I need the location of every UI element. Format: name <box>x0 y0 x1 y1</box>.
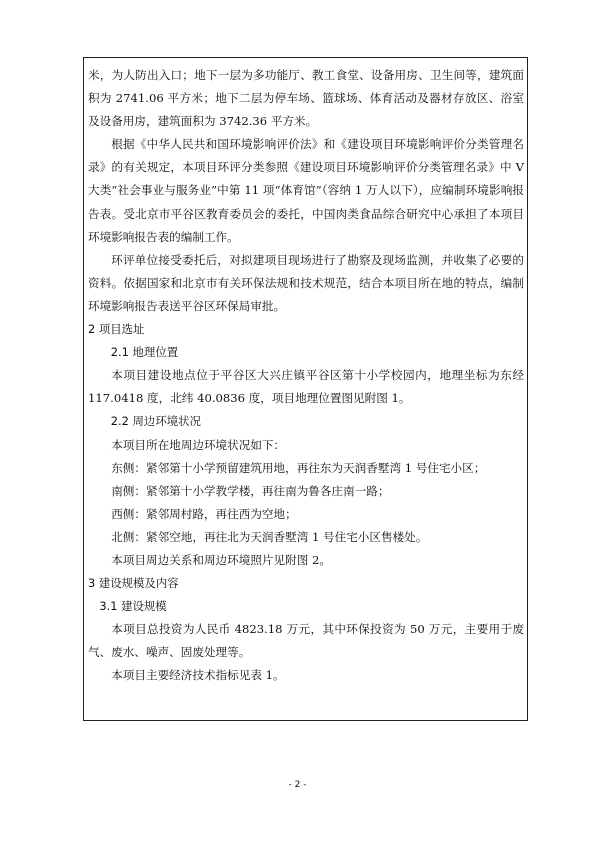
page-content <box>88 64 524 688</box>
heading-location: 2.1 地理位置 <box>110 345 179 360</box>
paragraph-investment: 本项目总投资为人民币 4823.18 万元，其中环保投资为 50 万元，主要用于废气、废水、噪声、固废处理等。 <box>88 622 524 660</box>
paragraph-indicators: 本项目主要经济技术指标见表 1。 <box>111 668 285 683</box>
heading-scale-content: 3 建设规模及内容 <box>88 576 179 591</box>
heading-site-selection: 2 项目选址 <box>88 322 145 337</box>
paragraph-west: 西侧：紧邻周村路，再往西为空地； <box>111 506 297 521</box>
heading-scale: 3.1 建设规模 <box>99 599 167 614</box>
paragraph-east: 东侧：紧邻第十小学预留建筑用地，再往东为天润香墅湾 1 号住宅小区； <box>111 460 486 475</box>
page-number: - 2 - <box>288 780 307 790</box>
paragraph-classification: 根据《中华人民共和国环境影响评价法》和《建设项目环境影响评价分类管理名录》的有关规定，本项目环评分类参照《建设项目环境影响评价分类管理名录》中 Ⅴ 大类“社会事业与服务业”中第 11 项“体育馆”（容纳 1 万人以下），应编制环境影响报告表。受北京市平谷区教育委员会的委托，中国肉类食品综合研究中心承担了本项目环境影响报告表的编制工作。 <box>88 137 524 244</box>
paragraph-surroundings-intro: 本项目所在地周边环境状况如下： <box>111 437 286 452</box>
heading-surroundings: 2.2 周边环境状况 <box>110 414 201 429</box>
paragraph-photos: 本项目周边关系和周边环境照片见附图 2。 <box>111 552 331 567</box>
paragraph-survey: 环评单位接受委托后，对拟建项目现场进行了勘察及现场监测，并收集了必要的资料。依据国家和北京市有关环保法规和技术规范，结合本项目所在地的特点，编制环境影响报告表送平谷区环保局审批。 <box>88 252 524 313</box>
paragraph-building-floors: 米，为人防出入口；地下一层为多功能厅、教工食堂、设备用房、卫生间等，建筑面积为 2741.06 平方米；地下二层为停车场、篮球场、体育活动及器材存放区、浴室及设备用房，建筑面积为 3742.36 平方米。 <box>88 68 524 129</box>
paragraph-south: 南侧：紧邻第十小学教学楼，再往南为鲁各庄南一路； <box>111 483 390 498</box>
paragraph-north: 北侧：紧邻空地，再往北为天润香墅湾 1 号住宅小区售楼处。 <box>111 529 428 544</box>
paragraph-location: 本项目建设地点位于平谷区大兴庄镇平谷区第十小学校园内，地理坐标为东经 117.0418 度，北纬 40.0836 度，项目地理位置图见附图 1。 <box>88 368 524 406</box>
